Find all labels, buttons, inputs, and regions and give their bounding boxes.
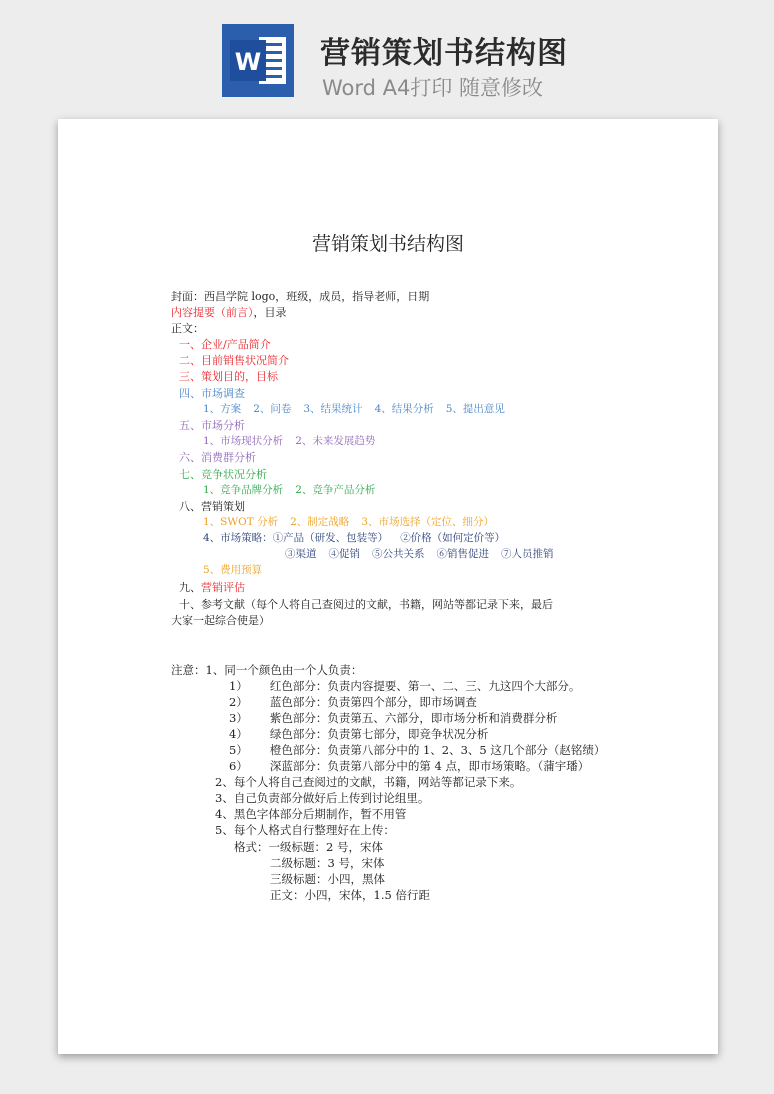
section-4-item: 2、问卷 — [253, 403, 292, 415]
section-4-items — [203, 403, 505, 416]
section-9-red: 营销评估 — [201, 581, 245, 594]
section-10-line2: 大家一起综合使是） — [171, 614, 270, 627]
note-num: 6） — [229, 759, 248, 773]
note-color-5 — [229, 743, 605, 757]
document-title: 营销策划书结构图 — [311, 233, 464, 255]
note-3: 3、自己负责部分做好后上传到讨论组里。 — [215, 791, 430, 805]
note-color-4 — [229, 727, 488, 741]
summary-red-text: 内容提要（前言） — [171, 306, 254, 319]
section-7-item: 1、竞争品牌分析 — [203, 484, 284, 496]
note-text: 蓝色部分：负责第四个部分，即市场调查 — [269, 695, 477, 709]
section-5: 五、市场分析 — [179, 419, 245, 432]
note-text: 橙色部分：负责第八部分中的 1、2、3、5 这几个部分（赵铭绩） — [269, 743, 606, 757]
note-num: 3） — [229, 711, 248, 725]
note-num: 5） — [229, 743, 248, 757]
section-10-line1: 十、参考文献（每个人将自己查阅过的文献，书籍，网站等都记录下来，最后 — [179, 598, 553, 611]
format-line-4: 正文：小四，宋体，1.5 倍行距 — [270, 888, 430, 902]
strategy-item: ④促销 — [328, 548, 360, 560]
section-4-item: 1、方案 — [203, 403, 242, 415]
section-4: 四、市场调查 — [179, 387, 245, 400]
section-5-item: 2、未来发展趋势 — [295, 435, 376, 447]
format-line-2: 二级标题：3 号，宋体 — [270, 856, 385, 870]
section-4-item: 3、结果统计 — [303, 403, 363, 415]
note-text: 绿色部分：负责第七部分，即竞争状况分析 — [269, 727, 489, 741]
banner — [0, 0, 774, 110]
cover-line: 封面：西昌学院 logo，班级，成员，指导老师，日期 — [171, 290, 430, 303]
note-color-1 — [229, 679, 580, 693]
strategy-item: ⑦人员推销 — [501, 548, 554, 560]
note-text: 紫色部分：负责第五、六部分，即市场分析和消费群分析 — [269, 711, 558, 725]
section-8-item: 2、制定战略 — [290, 516, 350, 528]
banner-subtitle: Word A4打印 随意修改 — [322, 76, 544, 100]
section-8-items — [203, 516, 494, 529]
section-8-strategy-line1 — [203, 532, 505, 545]
section-9 — [179, 581, 245, 594]
section-4-item: 5、提出意见 — [445, 403, 505, 415]
strategy-item: ⑤公共关系 — [372, 548, 425, 560]
note-5: 5、每个人格式自行整理好在上传： — [215, 823, 395, 837]
section-9-prefix: 九、 — [179, 581, 201, 594]
note-num: 1） — [229, 679, 248, 693]
note-num: 4） — [229, 727, 248, 741]
strategy-item: ⑥销售促进 — [436, 548, 489, 560]
format-label: 格式： — [234, 840, 269, 854]
section-8-budget: 5、费用预算 — [203, 564, 263, 576]
note-text: 红色部分：负责内容提要、第一、二、三、九这四个大部分。 — [269, 679, 581, 693]
notes-intro: 注意：1、同一个颜色由一个人负责： — [171, 663, 363, 677]
section-7: 七、竞争状况分析 — [179, 468, 267, 481]
section-8-item: 1、SWOT 分析 — [203, 516, 279, 528]
section-2: 二、目前销售状况简介 — [179, 354, 289, 367]
format-item: 一级标题：2 号，宋体 — [268, 840, 383, 854]
format-line-3: 三级标题：小四，黑体 — [270, 872, 385, 886]
strategy-item: ②价格（如何定价等） — [400, 532, 506, 544]
note-color-3 — [229, 711, 557, 725]
note-text: 深蓝部分：负责第八部分中的第 4 点，即市场策略。（蒲宇璠） — [269, 759, 590, 773]
section-7-items — [203, 484, 375, 497]
note-color-6 — [229, 759, 589, 773]
section-8-item: 3、市场选择（定位、细分） — [361, 516, 494, 528]
note-num: 2） — [229, 695, 248, 709]
section-5-items — [203, 435, 375, 448]
summary-line — [171, 306, 287, 319]
section-5-item: 1、市场现状分析 — [203, 435, 284, 447]
body-label: 正文： — [171, 322, 204, 335]
summary-rest-text: ，目录 — [253, 306, 287, 319]
strategy-item: ③渠道 — [285, 548, 317, 560]
section-4-item: 4、结果分析 — [374, 403, 434, 415]
note-4: 4、黑色字体部分后期制作，暂不用管 — [215, 807, 407, 821]
document-page — [58, 119, 718, 1054]
strategy-item: ①产品（研发、包装等） — [272, 532, 389, 544]
banner-title: 营销策划书结构图 — [320, 36, 568, 71]
section-1: 一、企业/产品简介 — [179, 338, 271, 351]
note-color-2 — [229, 695, 477, 709]
section-3: 三、策划目的，目标 — [179, 370, 278, 383]
strategy-label: 4、市场策略： — [203, 532, 273, 544]
section-8: 八、营销策划 — [179, 500, 245, 513]
format-line-1 — [234, 840, 383, 854]
note-2: 2、每个人将自己查阅过的文献，书籍，网站等都记录下来。 — [215, 775, 522, 789]
word-document-icon — [222, 24, 294, 97]
section-8-strategy-line2 — [285, 548, 554, 561]
section-6: 六、消费群分析 — [179, 451, 256, 464]
svg-text:W: W — [234, 48, 262, 76]
section-7-item: 2、竞争产品分析 — [295, 484, 376, 496]
